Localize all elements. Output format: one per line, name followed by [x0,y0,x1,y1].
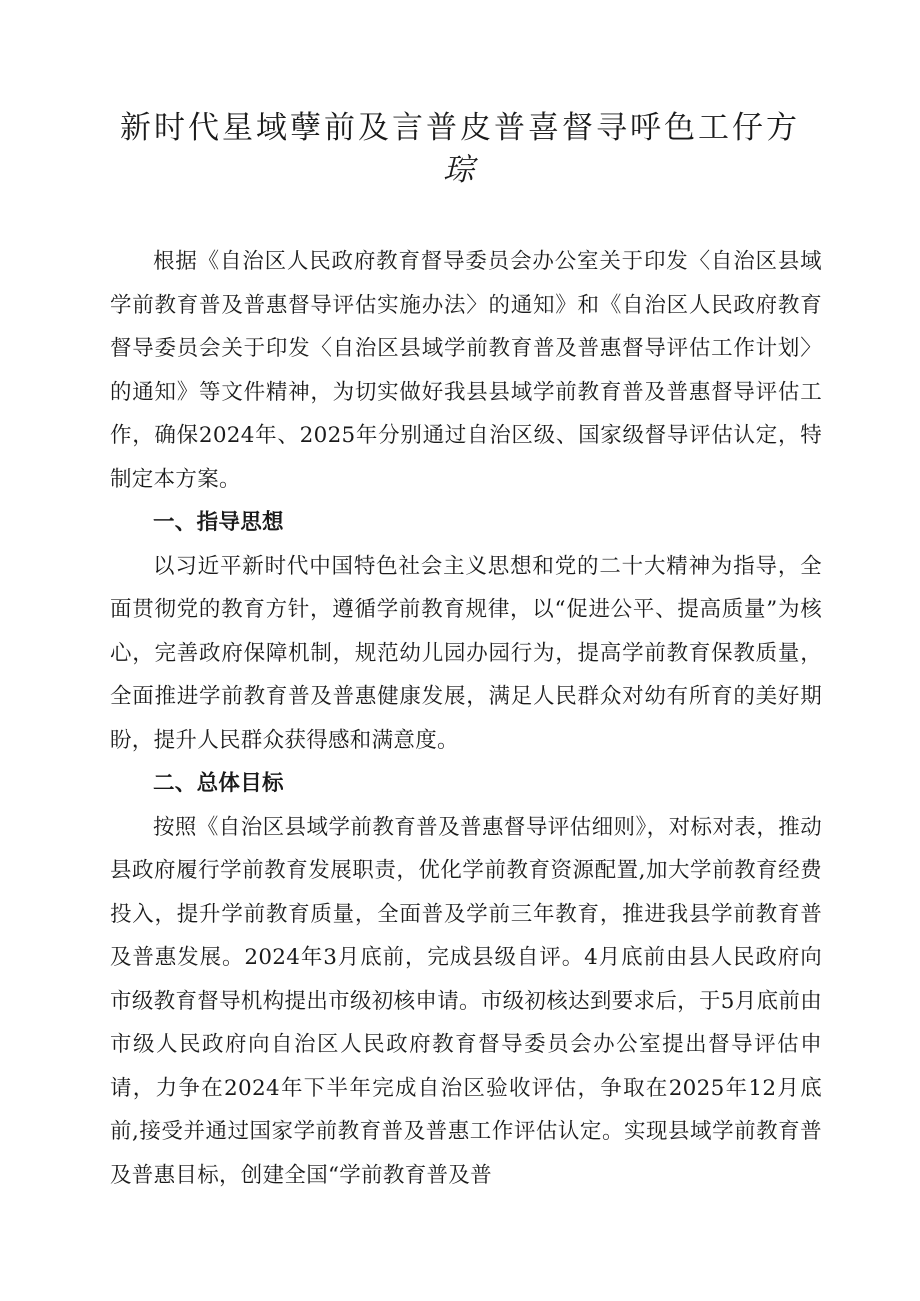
intro-paragraph: 根据《自治区人民政府教育督导委员会办公室关于印发〈自治区县域学前教育普及普惠督导评估实施办法〉的通知》和《自治区人民政府教育督导委员会关于印发〈自治区县域学前教育普及普惠督导评估工作计划〉的通知》等文件精神，为切实做好我县县域学前教育普及普惠督导评估工作，确保2024年、2025年分别通过自治区级、国家级督导评估认定，特制定本方案。 [110,249,822,492]
section-heading-overall-goal: 二、总体目标 [153,771,284,796]
guiding-ideology-paragraph: 以习近平新时代中国特色社会主义思想和党的二十大精神为指导，全面贯彻党的教育方针，遵循学前教育规律，以“促进公平、提高质量”为核心，完善政府保障机制，规范幼儿园办园行为，提高学前教育保教质量，全面推进学前教育普及普惠健康发展，满足人民群众对幼有所育的美好期盼，提升人民群众获得感和满意度。 [110,553,822,753]
overall-goal-paragraph: 按照《自治区县域学前教育普及普惠督导评估细则》，对标对表，推动县政府履行学前教育发展职责，优化学前教育资源配置,加大学前教育经费投入，提升学前教育质量，全面普及学前三年教育，推进我县学前教育普及普惠发展。2024年3月底前，完成县级自评。4月底前由县人民政府向市级教育督导机构提出市级初核申请。市级初核达到要求后，于5月底前由市级人民政府向自治区人民政府教育督导委员会办公室提出督导评估申请，力争在2024年下半年完成自治区验收评估，争取在2025年12月底前,接受并通过国家学前教育普及普惠工作评估认定。实现县域学前教育普及普惠目标，创建全国“学前教育普及普 [110,814,822,1188]
section-heading-guiding-ideology: 一、指导思想 [153,510,284,535]
document-title-line-2: 琮 [443,152,477,188]
document-title-line-1: 新时代星域孽前及言普皮普喜督寻呼色工仔方 [120,110,800,146]
document-body [110,240,822,1197]
